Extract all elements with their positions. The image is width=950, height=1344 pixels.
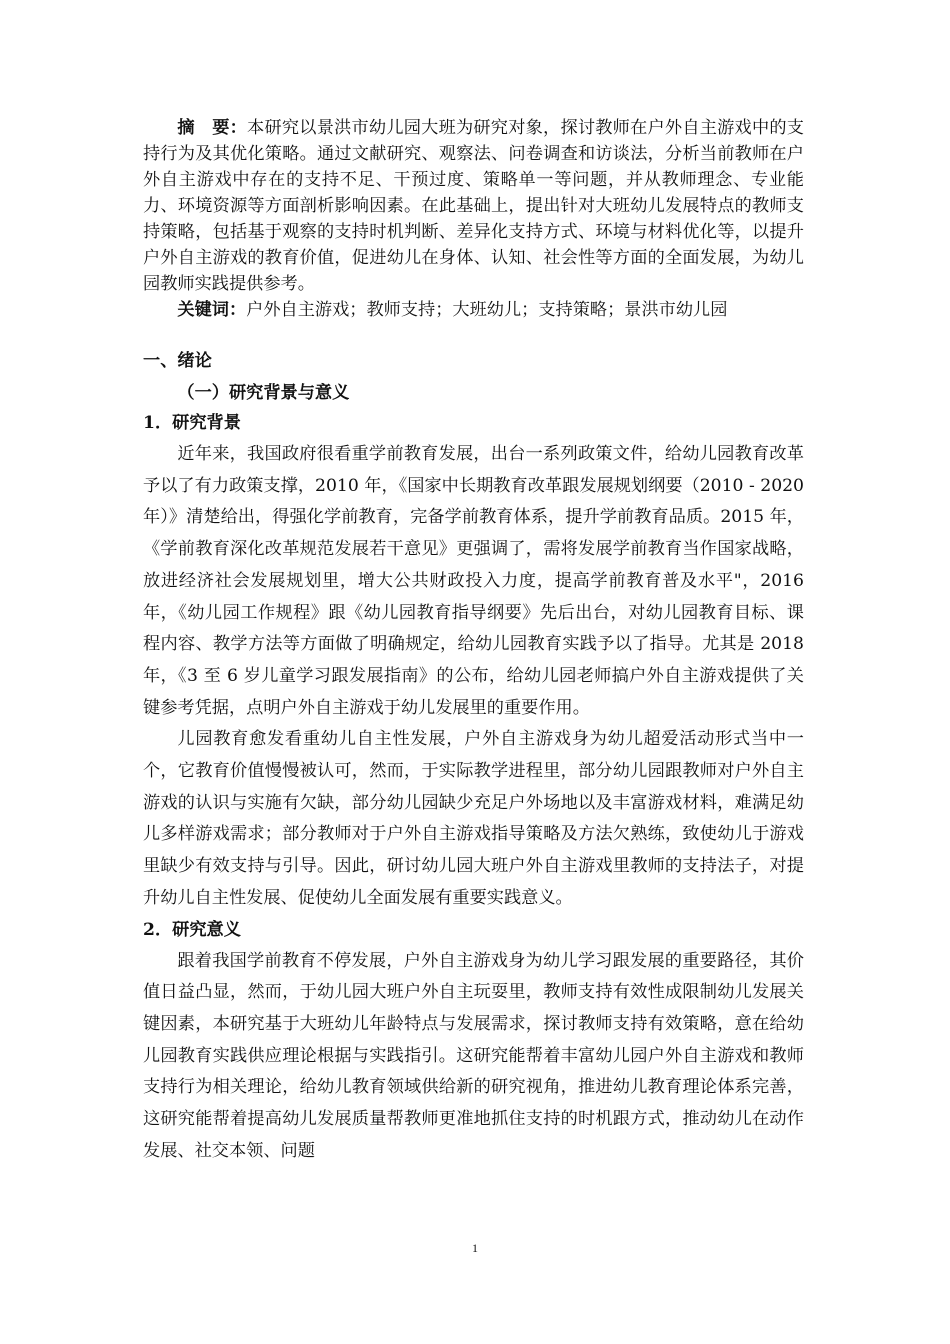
abstract-text: 本研究以景洪市幼儿园大班为研究对象，探讨教师在户外自主游戏中的支持行为及其优化策略。通过文献研究、观察法、问卷调查和访谈法，分析当前教师在户外自主游戏中存在的支持不足、干预过度、策略单一等问题，并从教师理念、专业能力、环境资源等方面剖析影响因素。在此基础上，提出针对大班幼儿发展特点的教师支持策略，包括基于观察的支持时机判断、差异化支持方式、环境与材料优化等，以提升户外自主游戏的教育价值，促进幼儿在身体、认知、社会性等方面的全面发展，为幼儿园教师实践提供参考。	[143, 118, 804, 294]
keywords-paragraph	[143, 297, 804, 323]
heading-research-significance: 2．研究意义	[143, 919, 241, 940]
subsection-heading-background-significance: （一）研究背景与意义	[177, 383, 350, 403]
section-heading-introduction: 一、绪论	[143, 351, 212, 371]
heading-research-background: 1．研究背景	[143, 413, 241, 433]
keywords-label: 关键词：	[177, 300, 247, 320]
page-content	[143, 115, 804, 1167]
keywords-text: 户外自主游戏；教师支持；大班幼儿；支持策略；景洪市幼儿园	[246, 300, 728, 320]
abstract-label: 摘 要：	[177, 118, 248, 138]
abstract-paragraph	[143, 115, 804, 297]
page-number: 1	[472, 1241, 478, 1255]
background-paragraph-2: 儿园教育愈发看重幼儿自主性发展，户外自主游戏身为幼儿超爱活动形式当中一个，它教育价值慢慢被认可，然而，于实际教学进程里，部分幼儿园跟教师对户外自主游戏的认识与实施有欠缺，部分幼儿园缺少充足户外场地以及丰富游戏材料，难满足幼儿多样游戏需求；部分教师对于户外自主游戏指导策略及方法欠熟练，致使幼儿于游戏里缺少有效支持与引导。因此，研讨幼儿园大班户外自主游戏里教师的支持法子，对提升幼儿自主性发展、促使幼儿全面发展有重要实践意义。	[143, 729, 804, 908]
background-paragraph-1: 近年来，我国政府很看重学前教育发展，出台一系列政策文件，给幼儿园教育改革予以了有力政策支撑，2010 年，《国家中长期教育改革跟发展规划纲要（2010 - 2020 年）》清楚给出，得强化学前教育，完备学前教育体系，提升学前教育品质。2015 年，《学前教育深化改革规范发展若干意见》更强调了，需将发展学前教育当作国家战略，放进经济社会发展规划里，增大公共财政投入力度，提高学前教育普及水平"，2016 年，《幼儿园工作规程》跟《幼儿园教育指导纲要》先后出台，对幼儿园教育目标、课程内容、教学方法等方面做了明确规定，给幼儿园教育实践予以了指导。尤其是 2018 年，《3 至 6 岁儿童学习跟发展指南》的公布，给幼儿园老师搞户外自主游戏提供了关键参考凭据，点明户外自主游戏于幼儿发展里的重要作用。	[143, 444, 804, 718]
significance-paragraph-1: 跟着我国学前教育不停发展，户外自主游戏身为幼儿学习跟发展的重要路径，其价值日益凸显，然而，于幼儿园大班户外自主玩耍里，教师支持有效性成限制幼儿发展关键因素，本研究基于大班幼儿年龄特点与发展需求，探讨教师支持有效策略，意在给幼儿园教育实践供应理论根据与实践指引。这研究能帮着丰富幼儿园户外自主游戏和教师支持行为相关理论，给幼儿教育领域供给新的研究视角，推进幼儿教育理论体系完善，这研究能帮着提高幼儿发展质量帮教师更准地抓住支持的时机跟方式，推动幼儿在动作发展、社交本领、问题	[143, 950, 804, 1161]
